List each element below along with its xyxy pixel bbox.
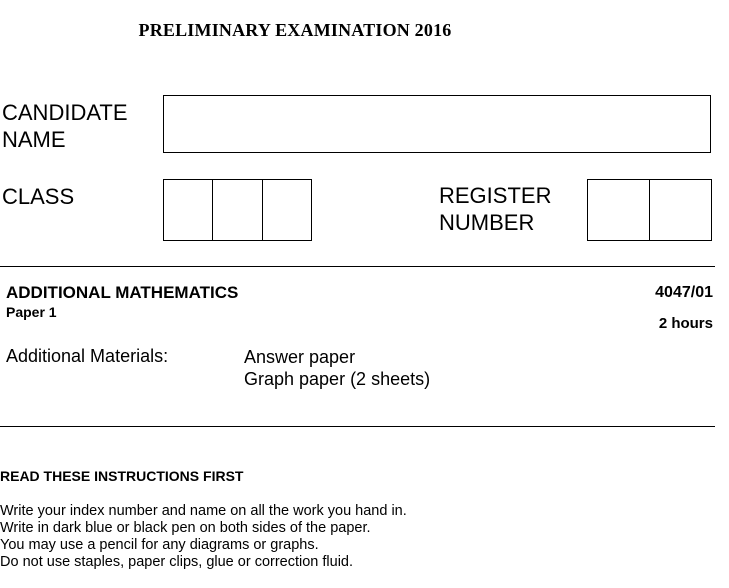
class-digit-divider — [212, 180, 213, 240]
instruction-line: Do not use staples, paper clips, glue or correction fluid. — [0, 554, 354, 570]
class-digit-divider — [262, 180, 263, 240]
materials-label: Additional Materials: — [6, 346, 169, 366]
instruction-line: You may use a pencil for any diagrams or graphs. — [0, 537, 319, 553]
candidate-name-field[interactable] — [163, 95, 711, 153]
register-number-field — [587, 179, 712, 241]
instructions-heading: READ THESE INSTRUCTIONS FIRST — [0, 468, 244, 484]
subject-title: ADDITIONAL MATHEMATICS — [6, 283, 239, 302]
paper-number: Paper 1 — [6, 304, 57, 320]
page-title: PRELIMINARY EXAMINATION 2016 — [138, 20, 452, 40]
instruction-line: Write in dark blue or black pen on both sides of the paper. — [0, 520, 371, 536]
divider-rule — [0, 266, 715, 267]
paper-duration: 2 hours — [658, 315, 713, 332]
paper-code: 4047/01 — [655, 284, 713, 301]
candidate-name-label: CANDIDATE NAME — [2, 100, 128, 152]
class-label: CLASS — [2, 184, 75, 209]
instructions-list — [0, 503, 407, 571]
register-number-label: REGISTER NUMBER — [439, 183, 552, 235]
materials-item: Answer paper — [244, 347, 356, 367]
class-field — [163, 179, 312, 241]
materials-item: Graph paper (2 sheets) — [244, 369, 431, 389]
divider-rule — [0, 426, 715, 427]
instruction-line: Write your index number and name on all the work you hand in. — [0, 503, 407, 519]
materials-list — [244, 346, 430, 390]
register-digit-divider — [649, 180, 650, 240]
